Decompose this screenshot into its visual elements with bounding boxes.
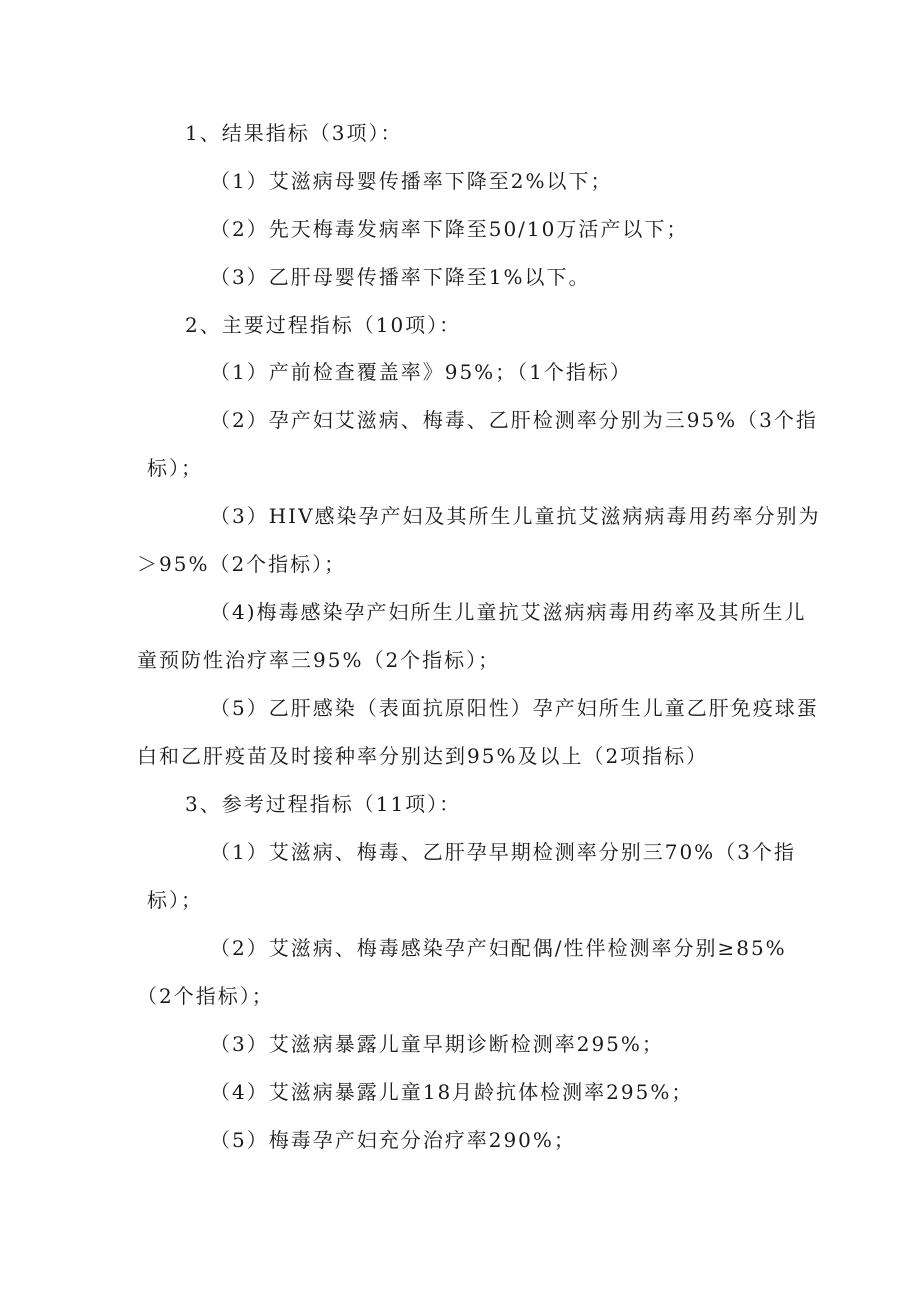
list-item-continuation: 童预防性治疗率三95%（2个指标）； — [137, 648, 501, 672]
list-item: （1）艾滋病、梅毒、乙肝孕早期检测率分别三70%（3个指 — [210, 840, 796, 864]
list-item: （1）产前检查覆盖率》95%；（1个指标） — [210, 360, 632, 384]
list-item: （4）艾滋病暴露儿童18月龄抗体检测率295%； — [210, 1080, 694, 1104]
list-item-continuation: ＞95%（2个指标）； — [137, 552, 347, 576]
list-item-continuation: （2个指标）； — [137, 984, 274, 1008]
list-item-continuation: 标）； — [147, 456, 203, 480]
section-heading-main-process: 2、主要过程指标（10项）： — [185, 313, 462, 337]
list-item: （2）艾滋病、梅毒感染孕产妇配偶/性伴检测率分别≥85% — [210, 936, 787, 960]
list-item: （2）孕产妇艾滋病、梅毒、乙肝检测率分别为三95%（3个指 — [210, 408, 818, 432]
list-item: （5）梅毒孕产妇充分治疗率290%； — [210, 1128, 576, 1152]
list-item: （3）乙肝母婴传播率下降至1%以下。 — [210, 265, 591, 289]
list-item-continuation: 白和乙肝疫苗及时接种率分别达到95%及以上（2项指标） — [137, 744, 709, 768]
list-item: （3）HIV感染孕产妇及其所生儿童抗艾滋病病毒用药率分别为 — [210, 504, 821, 528]
list-item: （1）艾滋病母婴传播率下降至2%以下； — [210, 169, 613, 193]
section-heading-results: 1、结果指标（3项）： — [185, 121, 403, 145]
list-item: （3）艾滋病暴露儿童早期诊断检测率295%； — [210, 1032, 664, 1056]
list-item: （2）先天梅毒发病率下降至50/10万活产以下； — [210, 217, 689, 241]
list-item-continuation: 标）； — [147, 888, 203, 912]
list-item: （4)梅毒感染孕产妇所生儿童抗艾滋病病毒用药率及其所生儿 — [210, 600, 807, 624]
section-heading-reference-process: 3、参考过程指标（11项）： — [185, 792, 462, 816]
list-item: （5）乙肝感染（表面抗原阳性）孕产妇所生儿童乙肝免疫球蛋 — [210, 696, 819, 720]
